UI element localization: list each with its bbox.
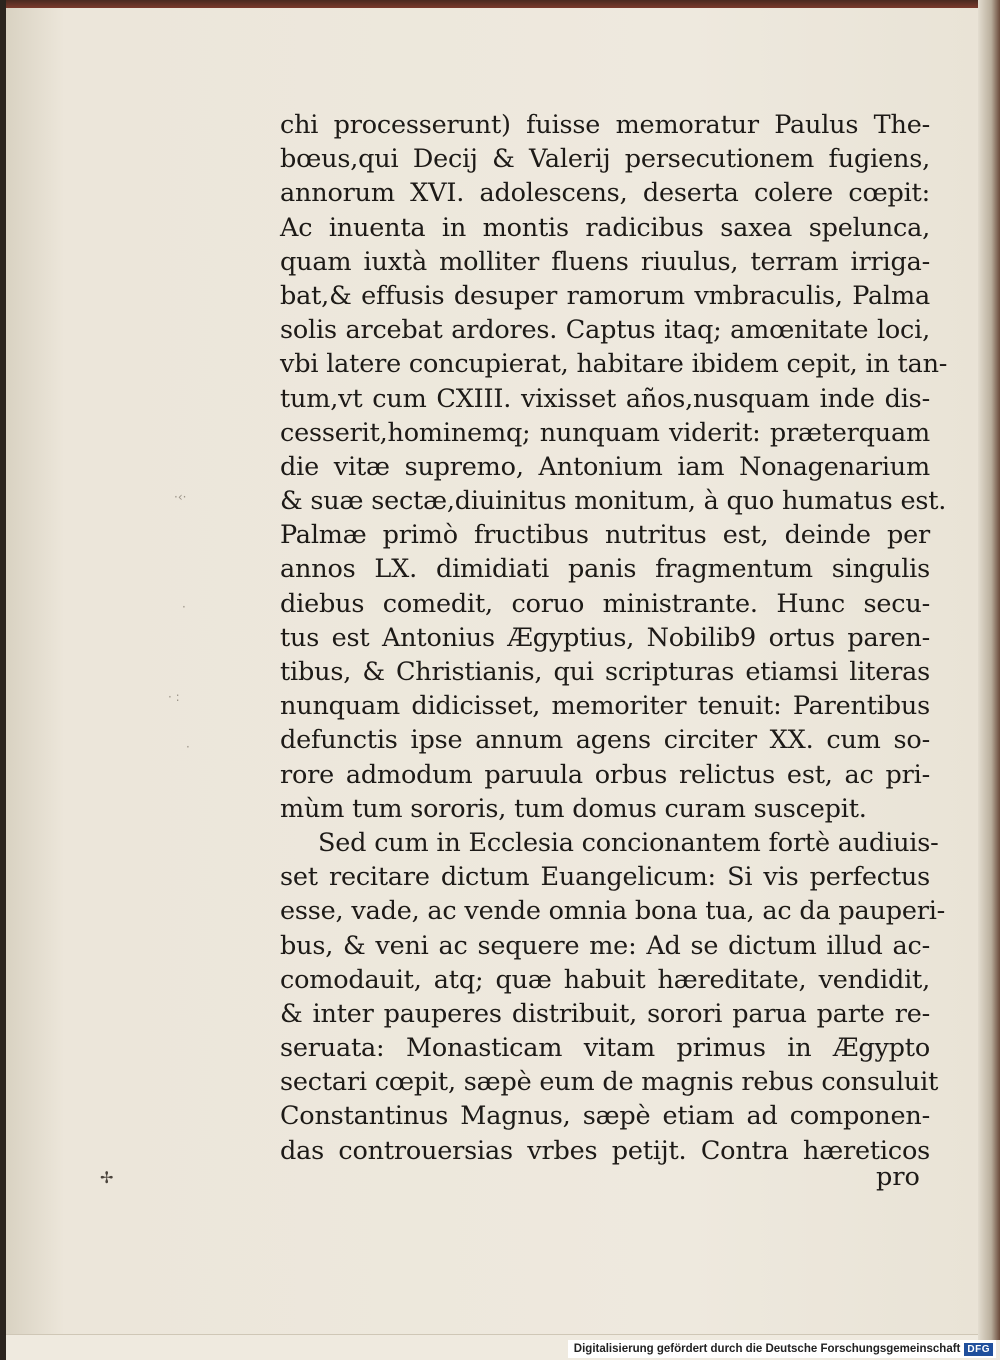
text-line: Constantinus Magnus, sæpè etiam ad componen- bbox=[280, 1101, 930, 1132]
text-line: comodauit, atq; quæ habuit hæreditate, vendidit, bbox=[280, 964, 930, 995]
text-line: diebus comedit, coruo ministrante. Hunc secu- bbox=[280, 588, 930, 619]
margin-bleed-marks: ·‹· · · : · bbox=[168, 490, 190, 754]
book-top-edge bbox=[0, 0, 1000, 8]
text-line: vbi latere concupierat, habitare ibidem cepit, in tan- bbox=[280, 349, 948, 380]
body-text bbox=[280, 108, 948, 1168]
text-line: defunctis ipse annum agens circiter XX. cum so- bbox=[280, 725, 930, 756]
catchword: pro bbox=[876, 1162, 920, 1192]
text-line: set recitare dictum Euangelicum: Si vis perfectus bbox=[280, 862, 930, 893]
text-line: Sed cum in Ecclesia concionantem fortè audiuis- bbox=[318, 827, 939, 858]
footer-credit-text: Digitalisierung gefördert durch die Deutsche Forschungsgemeinschaft bbox=[573, 1343, 961, 1355]
text-line: & suæ sectæ,diuinitus monitum, à quo humatus est. bbox=[280, 486, 947, 517]
digitization-footer bbox=[568, 1340, 996, 1358]
text-line: die vitæ supremo, Antonium iam Nonagenarium bbox=[280, 451, 930, 482]
text-line: esse, vade, ac vende omnia bona tua, ac da pauperi- bbox=[280, 896, 946, 927]
text-line: tus est Antonius Ægyptius, Nobilib9 ortus paren- bbox=[280, 622, 930, 653]
book-right-edge bbox=[978, 0, 1000, 1340]
text-line: & inter pauperes distribuit, sorori parua parte re- bbox=[280, 998, 930, 1029]
text-line: chi processerunt) fuisse memoratur Paulus The- bbox=[280, 110, 930, 140]
text-line: quam iuxtà molliter fluens riuulus, terram irriga- bbox=[280, 246, 930, 277]
binding-edge bbox=[0, 0, 6, 1360]
text-line: cesserit,hominemq; nunquam viderit: præterquam bbox=[280, 417, 930, 448]
text-line: Ac inuenta in montis radicibus saxea spelunca, bbox=[280, 212, 930, 243]
text-line: annorum XVI. adolescens, deserta colere cœpit: bbox=[280, 178, 930, 209]
text-line: annos LX. dimidiati panis fragmentum singulis bbox=[280, 554, 930, 585]
text-line: das controuersias vrbes petijt. Contra hæreticos bbox=[280, 1135, 930, 1166]
text-line: mùm tum sororis, tum domus curam suscepit. bbox=[280, 793, 867, 824]
text-line: nunquam didicisset, memoriter tenuit: Parentibus bbox=[280, 691, 930, 722]
text-line: bœus,qui Decij & Valerij persecutionem fugiens, bbox=[280, 144, 930, 175]
text-line: bat,& effusis desuper ramorum vmbraculis, Palma bbox=[280, 280, 930, 311]
text-line: sectari cœpit, sæpè eum de magnis rebus consuluit bbox=[280, 1067, 939, 1098]
text-line: tibus, & Christianis, qui scripturas etiamsi literas bbox=[280, 657, 930, 687]
text-line: rore admodum paruula orbus relictus est, ac pri- bbox=[280, 759, 930, 790]
text-line: seruata: Monasticam vitam primus in Ægypto bbox=[280, 1033, 930, 1064]
text-line: bus, & veni ac sequere me: Ad se dictum illud ac- bbox=[280, 930, 930, 961]
text-line: solis arcebat ardores. Captus itaq; amœnitate loci, bbox=[280, 315, 930, 346]
text-line: tum,vt cum CXIII. vixisset años,nusquam inde dis- bbox=[280, 383, 930, 414]
text-line: Palmæ primò fructibus nutritus est, deinde per bbox=[280, 520, 930, 551]
margin-dagger-mark: ✢ bbox=[100, 1168, 114, 1187]
dfg-logo: DFG bbox=[964, 1343, 993, 1356]
